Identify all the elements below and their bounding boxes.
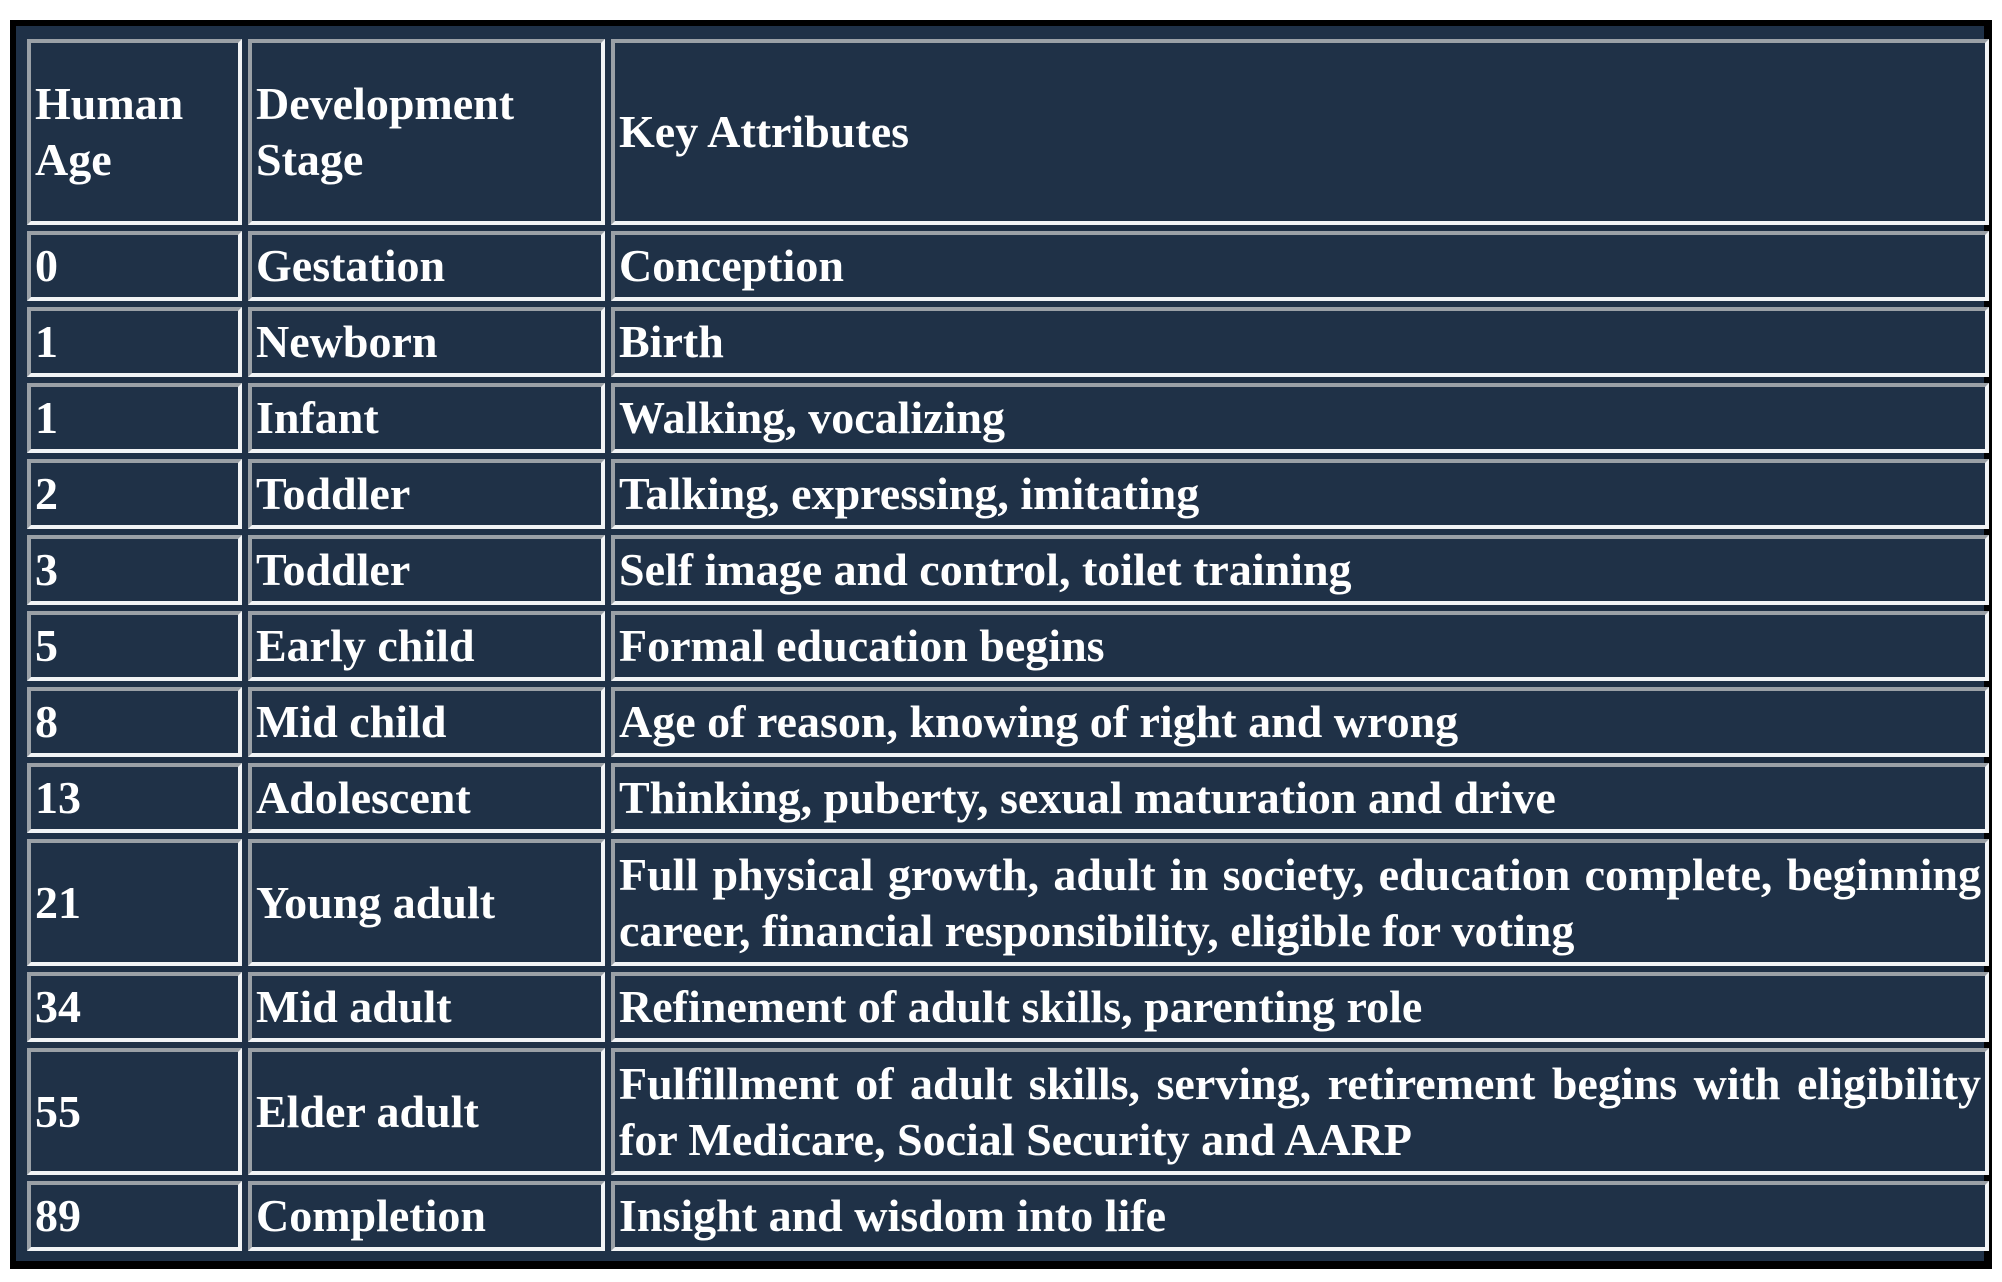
attributes-cell: Conception <box>611 231 1989 301</box>
age-cell: 5 <box>27 611 242 681</box>
header-key-attributes: Key Attributes <box>611 39 1989 225</box>
attributes-cell: Formal education begins <box>611 611 1989 681</box>
table-row <box>27 839 1989 966</box>
stage-cell: Young adult <box>248 839 605 966</box>
age-cell: 1 <box>27 383 242 453</box>
attributes-cell: Self image and control, toilet training <box>611 535 1989 605</box>
table-row <box>27 763 1989 833</box>
table-row <box>27 972 1989 1042</box>
table-row <box>27 687 1989 757</box>
attributes-cell: Fulfillment of adult skills, serving, retirement begins with eligibility for Medicare, Social Security and AARP <box>611 1048 1989 1175</box>
table-row <box>27 1181 1989 1251</box>
age-cell: 89 <box>27 1181 242 1251</box>
attributes-cell: Refinement of adult skills, parenting role <box>611 972 1989 1042</box>
development-stages-table <box>21 33 1995 1257</box>
table-row <box>27 535 1989 605</box>
stage-cell: Early child <box>248 611 605 681</box>
header-development-stage: Development Stage <box>248 39 605 225</box>
attributes-cell: Walking, vocalizing <box>611 383 1989 453</box>
age-cell: 34 <box>27 972 242 1042</box>
age-cell: 13 <box>27 763 242 833</box>
attributes-cell: Age of reason, knowing of right and wrong <box>611 687 1989 757</box>
age-cell: 1 <box>27 307 242 377</box>
header-human-age: Human Age <box>27 39 242 225</box>
table-frame <box>10 20 1992 1269</box>
attributes-cell: Talking, expressing, imitating <box>611 459 1989 529</box>
age-cell: 2 <box>27 459 242 529</box>
attributes-cell: Insight and wisdom into life <box>611 1181 1989 1251</box>
attributes-cell: Birth <box>611 307 1989 377</box>
table-row <box>27 307 1989 377</box>
stage-cell: Toddler <box>248 535 605 605</box>
age-cell: 0 <box>27 231 242 301</box>
table-row <box>27 459 1989 529</box>
stage-cell: Adolescent <box>248 763 605 833</box>
header-row <box>27 39 1989 225</box>
attributes-cell: Full physical growth, adult in society, education complete, beginning career, financial responsibility, eligible for voting <box>611 839 1989 966</box>
stage-cell: Elder adult <box>248 1048 605 1175</box>
age-cell: 8 <box>27 687 242 757</box>
stage-cell: Mid adult <box>248 972 605 1042</box>
stage-cell: Infant <box>248 383 605 453</box>
stage-cell: Toddler <box>248 459 605 529</box>
age-cell: 21 <box>27 839 242 966</box>
stage-cell: Completion <box>248 1181 605 1251</box>
table-row <box>27 611 1989 681</box>
age-cell: 55 <box>27 1048 242 1175</box>
stage-cell: Gestation <box>248 231 605 301</box>
table-row <box>27 231 1989 301</box>
stage-cell: Newborn <box>248 307 605 377</box>
table-row <box>27 1048 1989 1175</box>
age-cell: 3 <box>27 535 242 605</box>
table-row <box>27 383 1989 453</box>
stage-cell: Mid child <box>248 687 605 757</box>
attributes-cell: Thinking, puberty, sexual maturation and drive <box>611 763 1989 833</box>
